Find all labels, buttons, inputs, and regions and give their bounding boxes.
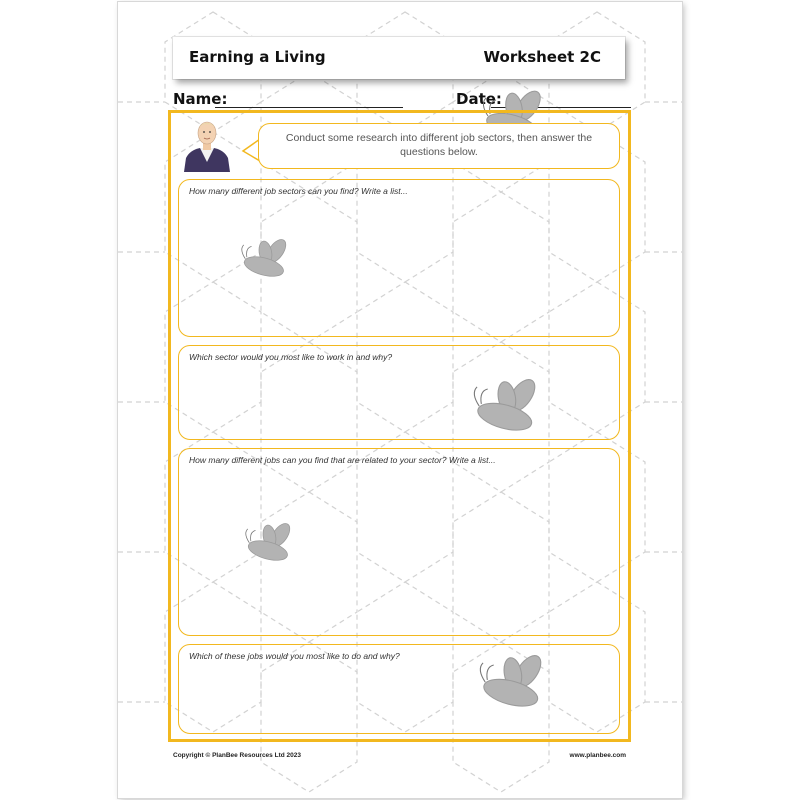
question-text-1: How many different job sectors can you find? Write a list... [189, 186, 408, 196]
question-text-4: Which of these jobs would you most like to do and why? [189, 651, 400, 661]
question-text-2: Which sector would you most like to work in and why? [189, 352, 393, 362]
date-label: Date: [456, 90, 502, 108]
question-box-2[interactable] [178, 345, 620, 440]
title-bar [173, 37, 625, 79]
bee-icon [236, 234, 298, 282]
bee-icon [466, 372, 552, 438]
worksheet-page [118, 2, 682, 798]
copyright-text: Copyright © PlanBee Resources Ltd 2023 [173, 752, 301, 759]
website-link[interactable]: www.planbee.com [569, 752, 626, 759]
name-line[interactable] [215, 107, 403, 108]
question-text-3: How many different jobs can you find that are related to your sector? Write a list... [189, 455, 496, 465]
name-date-row [173, 90, 633, 110]
instruction-text: Conduct some research into different job sectors, then answer the questions below. [285, 132, 593, 158]
teacher-avatar-icon [182, 118, 232, 172]
bee-icon [240, 518, 302, 566]
worksheet-title: Earning a Living [189, 48, 326, 66]
bee-icon [472, 648, 558, 714]
instruction-bubble [258, 123, 620, 169]
worksheet-number: Worksheet 2C [483, 48, 601, 66]
name-label: Name: [173, 90, 228, 108]
